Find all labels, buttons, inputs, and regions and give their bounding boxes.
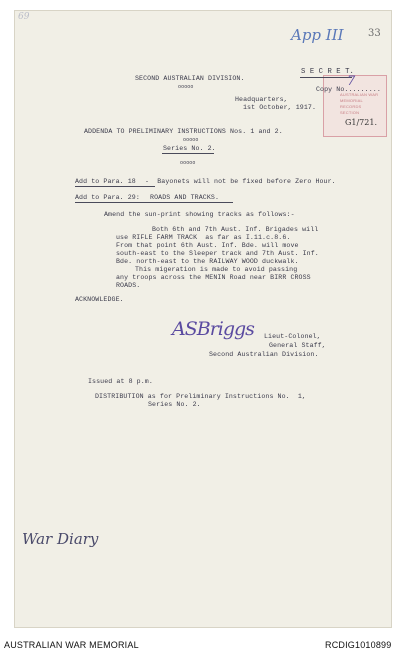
copy-number-scrawl: 7	[347, 74, 356, 89]
hq-line: Headquarters,	[235, 96, 288, 103]
detail-line: ROADS.	[116, 282, 141, 289]
para29-label: Add to Para. 29:	[75, 194, 140, 201]
issued-time: Issued at 8 p.m.	[88, 378, 153, 385]
title-marks: ooooo	[180, 160, 196, 166]
footer-record-id: RCDIG1010899	[325, 640, 392, 650]
stamp-line: RECORDS	[340, 104, 362, 109]
addenda-title: ADDENDA TO PRELIMINARY INSTRUCTIONS Nos. 1 and 2.	[84, 128, 283, 135]
detail-line: This migeration is made to avoid passing	[135, 266, 298, 273]
distribution: DISTRIBUTION as for Preliminary Instructions No. 1,	[95, 393, 306, 400]
para29-underline	[75, 202, 233, 203]
appendix-label: App III	[291, 26, 344, 44]
para18-label: Add to Para. 18	[75, 178, 136, 185]
footer-institution: AUSTRALIAN WAR MEMORIAL	[4, 640, 139, 650]
stamp-line: MEMORIAL	[340, 98, 363, 103]
amend-line: Amend the sun-print showing tracks as follows:-	[104, 211, 295, 218]
acknowledge: ACKNOWLEDGE.	[75, 296, 124, 303]
detail-line: From that point 6th Aust. Inf. Bde. will move	[116, 242, 299, 249]
para18-text: - Bayonets will not be fixed before Zero Hour.	[141, 178, 336, 185]
detail-line: use RIFLE FARM TRACK as far as I.11.c.8.6.	[116, 234, 291, 241]
detail-line: Bde. north-east to the RAILWAY WOOD duckwalk.	[116, 258, 299, 265]
file-reference: G1/721.	[345, 118, 377, 127]
division-marks: ooooo	[178, 84, 194, 90]
signature-role: General Staff,	[269, 342, 326, 349]
top-left-number: 69	[18, 12, 30, 22]
title-marks: ooooo	[183, 137, 199, 143]
date-line: 1st October, 1917.	[243, 104, 317, 111]
series-title: Series No. 2.	[163, 145, 216, 152]
signature-scrawl: ASBriggs	[172, 318, 254, 340]
stamp-line: AUSTRALIAN WAR	[340, 92, 379, 97]
para18-underline	[75, 186, 155, 187]
detail-line: any troops across the MENIN Road near BIRR CROSS	[116, 274, 311, 281]
archive-footer	[0, 630, 402, 654]
copy-number: Copy No.........	[316, 86, 381, 93]
signature-unit: Second Australian Division.	[209, 351, 319, 358]
para29-text: ROADS AND TRACKS.	[146, 194, 220, 201]
detail-line: Both 6th and 7th Aust. Inf. Brigades will	[152, 226, 319, 233]
division-heading: SECOND AUSTRALIAN DIVISION.	[135, 75, 245, 82]
series-underline	[162, 153, 214, 154]
signature-rank: Lieut-Colonel,	[264, 333, 321, 340]
distribution-series: Series No. 2.	[148, 401, 201, 408]
classification-underline	[300, 77, 352, 78]
classification: S E C R E T.	[301, 68, 354, 76]
war-diary-note: War Diary	[22, 530, 99, 548]
page-number: 33	[368, 28, 381, 39]
detail-line: south-east to the Sleeper track and 7th Aust. Inf.	[116, 250, 319, 257]
stamp-line: SECTION	[340, 110, 360, 115]
